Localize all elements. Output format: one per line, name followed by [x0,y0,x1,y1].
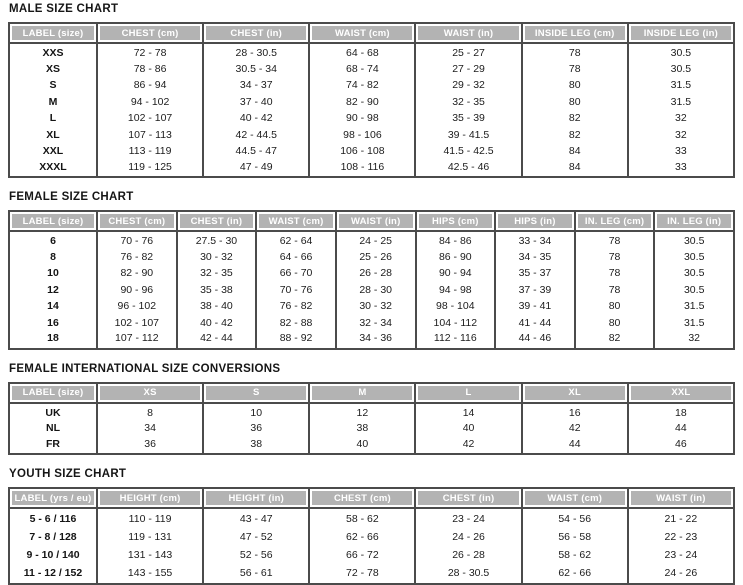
size-cell: 31.5 [653,315,733,332]
size-cell: 62 - 64 [255,232,335,249]
size-cell: 82 - 90 [96,265,176,282]
female-international-conversions-title: FEMALE INTERNATIONAL SIZE CONVERSIONS [9,362,281,375]
size-cell: 23 - 24 [414,509,520,528]
size-cell: 44.5 - 47 [202,143,308,160]
size-cell: 31.5 [627,94,733,111]
size-cell: 72 - 78 [96,44,202,61]
size-cell: 80 [574,315,654,332]
column-header: WAIST (in) [335,212,415,232]
size-cell: 30.5 [653,232,733,249]
female-size-chart-section [8,191,735,350]
size-cell: 70 - 76 [255,282,335,299]
size-cell: 82 [521,127,627,144]
size-cell: 36 [202,420,308,437]
size-cell: 112 - 116 [415,331,495,348]
row-label: 9 - 10 / 140 [26,549,80,562]
size-cell: 33 [627,160,733,177]
size-cell: 96 - 102 [96,298,176,315]
size-cell: 104 - 112 [415,315,495,332]
column-header: CHEST (in) [176,212,256,232]
table-row [10,437,733,454]
column-header: INSIDE LEG (cm) [521,24,627,44]
size-cell: 78 [574,265,654,282]
row-label: 14 [47,300,59,313]
size-cell: 33 [627,143,733,160]
size-cell: 113 - 119 [96,143,202,160]
size-cell: 46 [627,437,733,454]
size-cell: 66 - 70 [255,265,335,282]
size-cell: 47 - 52 [202,528,308,547]
size-cell: 82 [521,110,627,127]
row-label: 18 [47,332,59,345]
label-column-header: LABEL (size) [10,24,96,44]
size-cell: 110 - 119 [96,509,202,528]
size-cell: 29 - 32 [414,77,520,94]
table-row [10,331,733,348]
size-cell: 64 - 68 [308,44,414,61]
header-row [10,212,733,232]
size-cell: 72 - 78 [308,565,414,584]
size-cell: 27 - 29 [414,61,520,78]
size-cell: 90 - 98 [308,110,414,127]
size-cell: 28 - 30.5 [414,565,520,584]
table-row [10,528,733,547]
size-cell: 16 [521,404,627,421]
size-cell: 90 - 94 [415,265,495,282]
table-row [10,160,733,177]
size-cell: 30.5 [627,44,733,61]
size-cell: 40 [414,420,520,437]
size-cell: 82 - 88 [255,315,335,332]
table-row [10,565,733,584]
size-cell: 82 - 90 [308,94,414,111]
table-row [10,110,733,127]
column-header: WAIST (cm) [308,24,414,44]
column-header: M [308,384,414,404]
size-cell: 32 [627,127,733,144]
table-row [10,404,733,421]
size-cell: 76 - 82 [255,298,335,315]
size-cell: 8 [96,404,202,421]
row-label: 11 - 12 / 152 [23,566,83,579]
column-header: XS [96,384,202,404]
size-cell: 84 [521,143,627,160]
size-cell: 78 [574,232,654,249]
column-header: L [414,384,520,404]
size-cell: 33 - 34 [494,232,574,249]
size-cell: 40 - 42 [176,315,256,332]
size-cell: 107 - 113 [96,127,202,144]
size-cell: 90 - 96 [96,282,176,299]
row-label: XXXL [39,160,67,173]
size-cell: 44 [627,420,733,437]
label-column-header: LABEL (size) [10,384,96,404]
female-size-chart-title: FEMALE SIZE CHART [9,191,134,203]
size-cell: 38 [202,437,308,454]
size-cell: 44 - 46 [494,331,574,348]
size-cell: 41.5 - 42.5 [414,143,520,160]
size-cell: 44 [521,437,627,454]
size-cell: 76 - 82 [96,249,176,266]
row-label: S [49,79,57,92]
table-row [10,77,733,94]
size-cell: 30.5 [653,282,733,299]
size-cell: 80 [521,94,627,111]
row-label: 5 - 6 / 116 [29,513,77,526]
youth-size-chart-table [8,487,735,585]
table-row [10,509,733,528]
male-size-chart-title: MALE SIZE CHART [9,3,119,15]
size-cell: 38 - 40 [176,298,256,315]
table-row [10,61,733,78]
size-cell: 30.5 [627,61,733,78]
size-cell: 35 - 37 [494,265,574,282]
column-header: XXL [627,384,733,404]
size-cell: 131 - 143 [96,546,202,565]
size-cell: 80 [574,298,654,315]
size-cell: 119 - 125 [96,160,202,177]
row-label: 7 - 8 / 128 [29,530,77,543]
table-row [10,265,733,282]
table-row [10,44,733,61]
size-cell: 14 [414,404,520,421]
size-cell: 42 - 44 [176,331,256,348]
size-cell: 88 - 92 [255,331,335,348]
female-size-chart-table [8,210,735,350]
row-label: XS [45,62,60,75]
column-header: IN. LEG (cm) [574,212,654,232]
column-header: WAIST (in) [414,24,520,44]
size-cell: 78 [521,44,627,61]
column-header: HIPS (cm) [415,212,495,232]
size-cell: 26 - 28 [414,546,520,565]
size-cell: 34 - 37 [202,77,308,94]
size-cell: 78 [574,282,654,299]
size-cell: 24 - 25 [335,232,415,249]
column-header: WAIST (in) [627,489,733,509]
row-label: NL [46,422,60,435]
size-cell: 102 - 107 [96,110,202,127]
size-cell: 35 - 39 [414,110,520,127]
size-cell: 40 [308,437,414,454]
size-cell: 32 - 34 [335,315,415,332]
male-size-chart-table [8,22,735,178]
row-label: XL [46,128,60,141]
column-header: S [202,384,308,404]
size-cell: 38 [308,420,414,437]
size-cell: 22 - 23 [627,528,733,547]
size-cell: 28 - 30.5 [202,44,308,61]
column-header: CHEST (in) [414,489,520,509]
column-header: HIPS (in) [494,212,574,232]
size-cell: 32 - 35 [176,265,256,282]
size-cell: 82 [574,331,654,348]
size-cell: 40 - 42 [202,110,308,127]
size-cell: 24 - 26 [627,565,733,584]
size-cell: 39 - 41.5 [414,127,520,144]
size-cell: 42 [414,437,520,454]
size-cell: 18 [627,404,733,421]
size-cell: 84 [521,160,627,177]
column-header: XL [521,384,627,404]
row-label: L [49,112,57,125]
male-size-chart-section [8,3,735,178]
size-cell: 21 - 22 [627,509,733,528]
size-cell: 66 - 72 [308,546,414,565]
size-cell: 37 - 39 [494,282,574,299]
size-cell: 119 - 131 [96,528,202,547]
table-row [10,94,733,111]
row-label: XXS [42,47,64,60]
size-cell: 80 [521,77,627,94]
size-cell: 24 - 26 [414,528,520,547]
youth-size-chart-section [8,468,735,585]
size-cell: 42 - 44.5 [202,127,308,144]
row-label: FR [46,437,60,450]
size-cell: 43 - 47 [202,509,308,528]
table-row [10,546,733,565]
size-cell: 39 - 41 [494,298,574,315]
size-cell: 62 - 66 [308,528,414,547]
row-label: 10 [47,267,59,280]
female-international-conversions-table [8,382,735,456]
size-cell: 41 - 44 [494,315,574,332]
table-row [10,249,733,266]
row-label: 12 [47,283,59,296]
size-cell: 27.5 - 30 [176,232,256,249]
size-cell: 74 - 82 [308,77,414,94]
table-row [10,298,733,315]
size-cell: 42.5 - 46 [414,160,520,177]
size-cell: 58 - 62 [308,509,414,528]
size-cell: 78 [574,249,654,266]
size-cell: 30.5 [653,249,733,266]
size-cell: 42 [521,420,627,437]
size-cell: 35 - 38 [176,282,256,299]
row-label: 6 [50,235,56,248]
size-cell: 31.5 [627,77,733,94]
row-label: 16 [47,316,59,329]
size-cell: 30 - 32 [176,249,256,266]
size-cell: 10 [202,404,308,421]
size-cell: 28 - 30 [335,282,415,299]
size-cell: 56 - 61 [202,565,308,584]
size-cell: 102 - 107 [96,315,176,332]
size-cell: 34 - 35 [494,249,574,266]
size-cell: 25 - 26 [335,249,415,266]
table-row [10,420,733,437]
size-cell: 54 - 56 [521,509,627,528]
female-international-conversions-section [8,363,735,456]
size-cell: 78 [521,61,627,78]
table-row [10,143,733,160]
size-cell: 64 - 66 [255,249,335,266]
size-cell: 34 - 36 [335,331,415,348]
size-cell: 31.5 [653,298,733,315]
table-row [10,282,733,299]
header-row [10,384,733,404]
size-cell: 30.5 [653,265,733,282]
column-header: WAIST (cm) [521,489,627,509]
size-cell: 30 - 32 [335,298,415,315]
size-cell: 86 - 94 [96,77,202,94]
column-header: INSIDE LEG (in) [627,24,733,44]
column-header: CHEST (cm) [96,212,176,232]
size-cell: 36 [96,437,202,454]
size-cell: 23 - 24 [627,546,733,565]
row-label: M [48,95,58,108]
header-row [10,489,733,509]
label-column-header: LABEL (yrs / eu) [10,489,96,509]
size-cell: 68 - 74 [308,61,414,78]
size-cell: 47 - 49 [202,160,308,177]
size-cell: 94 - 102 [96,94,202,111]
header-row [10,24,733,44]
size-cell: 32 - 35 [414,94,520,111]
column-header: IN. LEG (in) [653,212,733,232]
label-column-header: LABEL (size) [10,212,96,232]
size-cell: 106 - 108 [308,143,414,160]
size-cell: 86 - 90 [415,249,495,266]
size-cell: 37 - 40 [202,94,308,111]
table-row [10,232,733,249]
size-cell: 30.5 - 34 [202,61,308,78]
size-cell: 78 - 86 [96,61,202,78]
size-cell: 58 - 62 [521,546,627,565]
size-cell: 98 - 104 [415,298,495,315]
size-cell: 84 - 86 [415,232,495,249]
row-label: XXL [42,145,64,158]
size-cell: 25 - 27 [414,44,520,61]
column-header: HEIGHT (in) [202,489,308,509]
column-header: WAIST (cm) [255,212,335,232]
size-cell: 62 - 66 [521,565,627,584]
column-header: CHEST (cm) [96,24,202,44]
size-cell: 12 [308,404,414,421]
size-cell: 32 [627,110,733,127]
column-header: CHEST (in) [202,24,308,44]
size-cell: 32 [653,331,733,348]
column-header: CHEST (cm) [308,489,414,509]
size-cell: 52 - 56 [202,546,308,565]
size-cell: 34 [96,420,202,437]
size-cell: 70 - 76 [96,232,176,249]
size-cell: 26 - 28 [335,265,415,282]
row-label: 8 [50,250,56,263]
column-header: HEIGHT (cm) [96,489,202,509]
youth-size-chart-title: YOUTH SIZE CHART [9,468,127,480]
size-cell: 94 - 98 [415,282,495,299]
size-cell: 56 - 58 [521,528,627,547]
row-label: UK [45,406,61,419]
size-cell: 98 - 106 [308,127,414,144]
size-cell: 107 - 112 [96,331,176,348]
size-cell: 108 - 116 [308,160,414,177]
table-row [10,127,733,144]
size-cell: 143 - 155 [96,565,202,584]
table-row [10,315,733,332]
